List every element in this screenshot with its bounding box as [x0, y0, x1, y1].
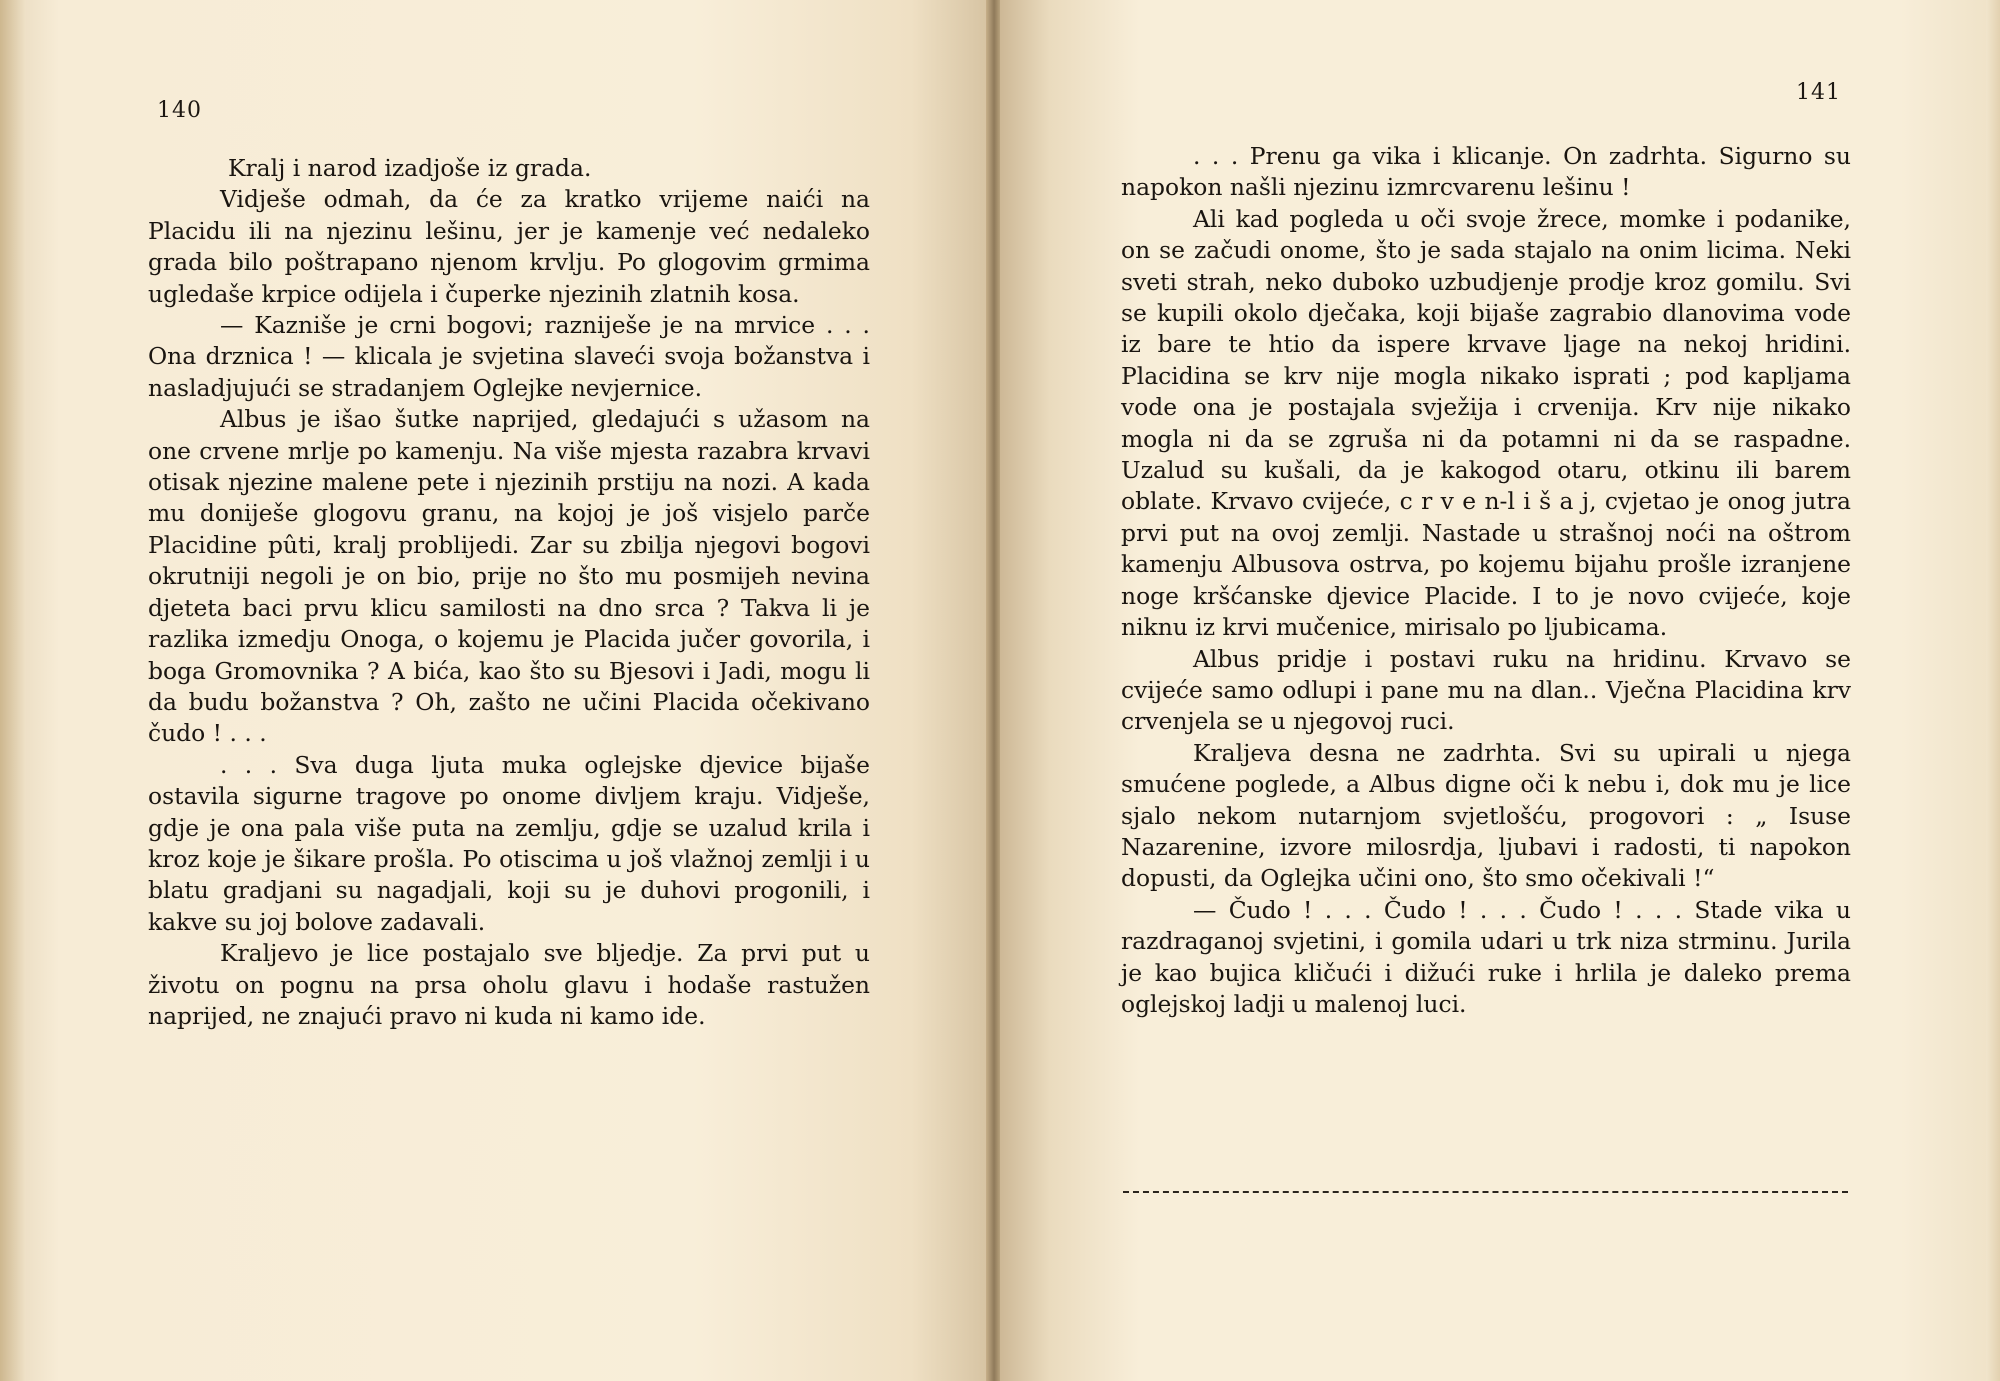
page-text	[148, 153, 870, 1032]
paragraph: Albus je išao šutke naprijed, gledajući s užasom na one crvene mrlje po kamenju. Na više mjesta razabra krvavi otisak njezine malene pete i njezinih prstiju na nozi. A kada mu doniješe glogovu granu, na kojoj je još visjelo parče Placidine pûti, kralj problijedi. Zar su zbilja njegovi bogovi okrutniji negoli je on bio, prije no što mu posmijeh nevina djeteta baci prvu klicu samilosti na dno srca ? Takva li je razlika izmedju Onoga, o kojemu je Placida jučer govorila, i boga Gromovnika ? A bića, kao što su Bjesovi i Jadi, mogu li da budu božanstva ? Oh, zašto ne učini Placida očekivano čudo ! . . .	[148, 405, 870, 748]
paragraph: . . . Sva duga ljuta muka oglejske djevice bijaše ostavila sigurne tragove po onome divljem kraju. Vidješe, gdje je ona pala više puta na zemlju, gdje se uzalud krila i kroz koje je šikare prošla. Po otiscima u još vlažnoj zemlji i u blatu gradjani su nagadjali, koji su je duhovi progonili, i kakve su joj bolove zadavali.	[148, 750, 870, 936]
page-number: 141	[1796, 80, 1841, 105]
paragraph: Albus pridje i postavi ruku na hridinu. Krvavo se cvijeće samo odlupi i pane mu na dlan.. Vječna Placidina krv crvenjela se u njegovoj ruci.	[1121, 644, 1851, 736]
paragraph: Vidješe odmah, da će za kratko vrijeme naići na Placidu ili na njezinu lešinu, jer je kamenje već nedaleko grada bilo poštrapano njenom krvlju. Po glogovim grmima ugledaše krpice odijela i čuperke njezinih zlatnih kosa.	[148, 185, 870, 308]
paragraph: Kraljevo je lice postajalo sve bljedje. Za prvi put u životu on pognu na prsa oholu glavu i hodaše rastužen naprijed, ne znajući pravo ni kuda ni kamo ide.	[148, 939, 870, 1030]
page-number: 140	[157, 98, 202, 123]
paragraph: — Kazniše je crni bogovi; razniješe je na mrvice . . . Ona drznica ! — klicala je svjetina slaveći svoja božanstva i nasladjujući se stradanjem Oglejke nevjernice.	[148, 311, 870, 402]
paragraph: Kraljeva desna ne zadrhta. Svi su upirali u njega smućene poglede, a Albus digne oči k nebu i, dok mu je lice sjalo nekom nutarnjom svjetlošću, progovori : „ Isuse Nazarenine, izvore milosrdja, ljubavi i radosti, ti napokon dopusti, da Oglejka učini ono, što smo očekivali !“	[1121, 738, 1851, 893]
left-page	[0, 0, 990, 1381]
right-page	[1000, 0, 2000, 1381]
page-edge	[1986, 0, 2000, 1381]
page-text	[1121, 141, 1851, 1020]
chapter-end-rule	[1123, 1191, 1848, 1193]
paragraph: — Čudo ! . . . Čudo ! . . . Čudo ! . . . Stade vika u razdraganoj svjetini, i gomila udari u trk niza strminu. Jurila je kao bujica kličući i dižući ruke i hrlila je daleko prema oglejskoj ladji u malenoj luci.	[1121, 895, 1851, 1018]
page-edge	[0, 0, 26, 1381]
paragraph: Kralj i narod izadjoše iz grada.	[228, 154, 592, 182]
paragraph: . . . Prenu ga vika i klicanje. On zadrhta. Sigurno su napokon našli njezinu izmrcvarenu lešinu !	[1121, 142, 1851, 202]
paragraph: Ali kad pogleda u oči svoje žrece, momke i podanike, on se začudi onome, što je sada stajalo na onim licima. Neki sveti strah, neko duboko uzbudjenje prodje kroz gomilu. Svi se kupili okolo dječaka, koji bijaše zagrabio dlanovima vode iz bare te htio da ispere krvave ljage na nekoj hridini. Placidina se krv nije mogla nikako isprati ; pod kapljama vode ona je postajala svježija i crvenija. Krv nije nikako mogla ni da se zgruša ni da potamni ni da se raspadne. Uzalud su kušali, da je kakogod otaru, otkinu ili barem oblate. Krvavo cvijeće, c r v e n-l i š a j, cvjetao je onog jutra prvi put na ovoj zemlji. Nastade u strašnoj noći na oštrom kamenju Albusova ostrva, po kojemu bijahu prošle izranjene noge kršćanske djevice Placide. I to je novo cvijeće, koje niknu iz krvi mučenice, mirisalo po ljubicama.	[1121, 204, 1851, 642]
